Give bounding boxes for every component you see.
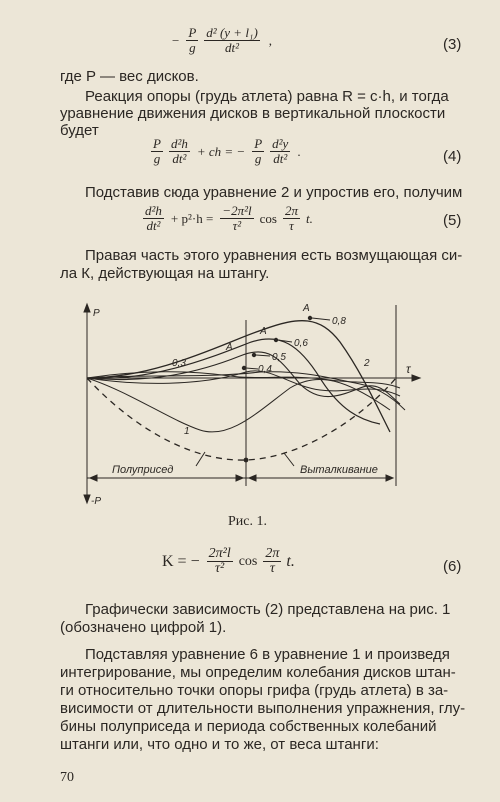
- curve-label: 0,8: [332, 316, 346, 327]
- leader-line: [246, 368, 258, 369]
- arrow-left-icon: [90, 475, 97, 481]
- equation-4: $\frac{P}{g}$ $\frac{\text{d²h}}{\text{dt²}}$ + ch = − $\frac{P}{g}$ $\frac{\text{d²y}}{\text{dt²}}$ .: [153, 136, 301, 166]
- phase-label-left: Полуприсед: [112, 464, 174, 476]
- curve-label: 0,4: [258, 364, 272, 375]
- arrow-right-icon: [236, 475, 243, 481]
- curve-label: 0,5: [272, 352, 286, 363]
- leader-line: [196, 452, 205, 466]
- eq3-fraction-derivative: $\frac{\text{d² (y + l₁)}}{\text{dt²}}$: [206, 25, 258, 55]
- text-line: интегрирование, мы определим колебания дисков штан-: [60, 664, 456, 681]
- axis-label-p: P: [93, 308, 100, 319]
- text-line: где P — вес дисков.: [60, 68, 199, 85]
- point-a-marker: [252, 353, 256, 357]
- figure-caption: Рис. 1.: [228, 514, 267, 529]
- text-line: ги относительно точки опоры грифа (грудь атлета) в за-: [60, 682, 449, 699]
- leader-line: [256, 355, 270, 356]
- point-a-label: A: [303, 303, 310, 314]
- axis-label-neg-p: -P: [91, 496, 101, 507]
- text-line: уравнение движения дисков в вертикальной плоскости: [60, 105, 446, 122]
- equation-6: K = − $\frac{\text{2π²l}}{\text{τ²}}$ cos $\frac{2\pi}{\tau}$ t.: [162, 546, 295, 576]
- axis-label-tau: τ: [406, 362, 411, 376]
- text-line: Правая часть этого уравнения есть возмущающая си-: [85, 247, 463, 264]
- text-line: Графически зависимость (2) представлена на рис. 1: [85, 601, 451, 618]
- equation-5: $\frac{\text{d²h}}{\text{dt²}}$ + p²·h = $\frac{\text{−2π²l}}{\text{τ²}}$ cos $\frac{2\pi}{\tau}$ t.: [145, 203, 313, 233]
- curve-0-4: [87, 371, 400, 396]
- curve-0-3: [87, 372, 400, 388]
- point-a-marker: [308, 316, 312, 320]
- arrow-right-icon: [386, 475, 393, 481]
- point-a-label: A: [260, 326, 267, 337]
- text-line: Подставляя уравнение 6 в уравнение 1 и произведя: [85, 646, 450, 663]
- equation-5-number: (5): [443, 212, 462, 229]
- text-line: Реакция опоры (грудь атлета) равна R = c·h, и тогда: [85, 88, 449, 105]
- page-number: 70: [60, 770, 74, 785]
- x-axis-arrow-icon: [412, 375, 420, 381]
- leader-line: [312, 318, 330, 320]
- point-a-marker: [274, 338, 278, 342]
- y-axis-arrow-icon: [84, 304, 90, 312]
- text-line: ла К, действующая на штангу.: [60, 265, 270, 282]
- equation-3-number: (3): [443, 36, 462, 53]
- curve-label: 1: [184, 426, 190, 437]
- point-a-marker: [242, 366, 246, 370]
- text-line: Подставив сюда уравнение 2 и упростив его, получим: [85, 184, 463, 201]
- text-line: (обозначено цифрой 1).: [60, 619, 227, 636]
- arrow-left-icon: [249, 475, 256, 481]
- y-axis-arrow-down-icon: [84, 495, 90, 503]
- phase-label-right: Выталкивание: [300, 464, 378, 476]
- point-a-label: A: [226, 342, 233, 353]
- equation-6-number: (6): [443, 558, 462, 575]
- curve-label: 0,3: [172, 358, 186, 369]
- text-line: будет: [60, 122, 99, 139]
- curve-1-midpoint-marker: [244, 458, 249, 463]
- figure-1-diagram: [0, 300, 500, 510]
- curve-label: 0,6: [294, 338, 308, 349]
- curve-label: 2: [364, 358, 370, 369]
- text-line: бины полуприседа и периода собственных колебаний: [60, 718, 437, 735]
- text-line: висимости от длительности выполнения упражнения, глу-: [60, 700, 466, 717]
- leader-line: [284, 453, 294, 466]
- eq3-fraction-p-g: $\frac{P}{g}$: [188, 25, 197, 55]
- equation-3: − $\frac{P}{g}$ $\frac{\text{d² (y + l₁)}}{\text{dt²}}$ ,: [172, 25, 273, 55]
- text-line: штанги или, что одно и то же, от веса штанги:: [60, 736, 379, 753]
- equation-4-number: (4): [443, 148, 462, 165]
